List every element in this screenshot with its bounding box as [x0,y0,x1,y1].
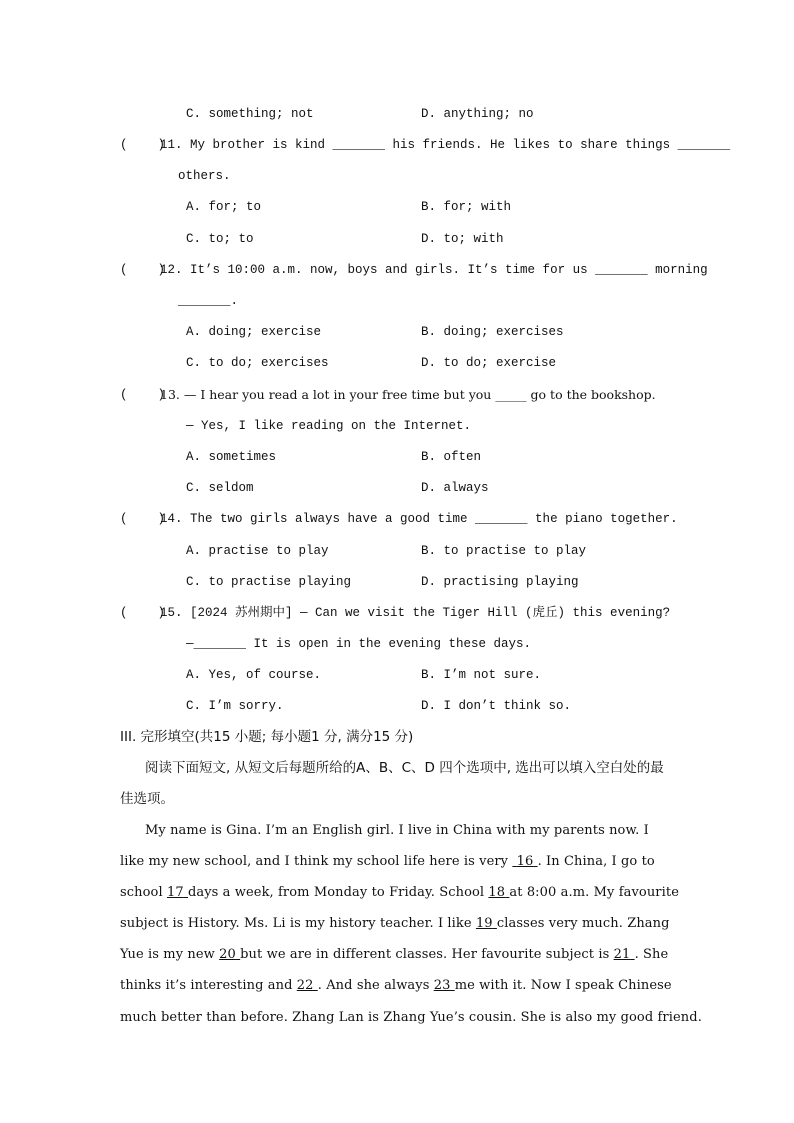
q13-option-a: A. sometimes [186,450,277,464]
passage-text: . And she always [317,978,434,993]
q15-answer-paren[interactable]: ( ) [120,606,166,620]
blank-number: 17 [166,885,184,900]
q10-option-c: C. something; not [186,107,314,121]
blank-23[interactable] [434,978,455,993]
q13-answer-paren[interactable]: ( ) [120,388,166,402]
q12-option-d: D. to do; exercise [421,356,557,370]
passage-text: like my new school, and I think my school life here is very [120,854,513,869]
q14-answer-paren[interactable]: ( ) [120,512,166,526]
q12-stem: 12. It’s 10:00 a.m. now, boys and girls. It’s time for us _______ morning [160,263,708,277]
q11-option-a: A. for; to [186,200,262,214]
section-instruction-continued: 佳选项。 [120,791,174,807]
q13-option-c: C. seldom [186,481,254,495]
blank-18[interactable] [488,885,509,900]
passage-text: Yue is my new [120,947,220,962]
q12-stem-continued: _______. [178,294,239,308]
q12-option-a: A. doing; exercise [186,325,322,339]
blank-number: 19 [475,916,493,931]
q15-option-a: A. Yes, of course. [186,668,322,682]
q11-option-c: C. to; to [186,232,254,246]
passage-text: . She [634,947,669,962]
q15-stem: 15. [2024 苏州期中] — Can we visit the Tiger Hill (虎丘) this evening? [160,606,671,620]
blank-number: 23 [433,978,451,993]
passage-text: subject is History. Ms. Li is my history teacher. I like [120,916,476,931]
passage-line-7: much better than before. Zhang Lan is Zhang Yue’s cousin. She is also my good friend. [120,1010,702,1025]
passage-text: thinks it’s interesting and [120,978,297,993]
blank-16[interactable] [512,854,537,869]
blank-number: 20 [219,947,236,962]
passage-text: . In China, I go to [537,854,655,869]
q11-answer-paren[interactable]: ( ) [120,138,166,152]
q13-option-b: B. often [421,450,482,464]
q15-option-c: C. I’m sorry. [186,699,284,713]
q14-stem: 14. The two girls always have a good time _______ the piano together. [160,512,678,526]
q14-option-d: D. practising playing [421,575,579,589]
passage-line-6 [120,978,672,994]
q11-option-d: D. to; with [421,232,504,246]
passage-line-2 [120,854,655,870]
section-instruction: 阅读下面短文, 从短文后每题所给的A、B、C、D 四个选项中, 选出可以填入空白处的最 [145,760,664,776]
q14-option-a: A. practise to play [186,544,329,558]
q15-option-d: D. I don’t think so. [421,699,572,713]
q11-stem-continued: others. [178,169,231,183]
blank-number: 16 [516,854,534,869]
passage-text: but we are in different classes. Her favourite subject is [240,947,614,962]
q12-option-c: C. to do; exercises [186,356,329,370]
q14-option-c: C. to practise playing [186,575,352,589]
q13-stem: 13. — I hear you read a lot in your free time but you _____ go to the bookshop. [160,387,656,402]
q15-stem-continued: —_______ It is open in the evening these days. [186,637,532,651]
passage-line-5 [120,947,668,963]
blank-22[interactable] [297,978,318,993]
q12-answer-paren[interactable]: ( ) [120,263,166,277]
passage-line-3 [120,885,679,901]
passage-text: school [120,885,167,900]
passage-text: at 8:00 a.m. My favourite [509,885,679,900]
q11-option-b: B. for; with [421,200,512,214]
q15-option-b: B. I’m not sure. [421,668,542,682]
passage-text: days a week, from Monday to Friday. School [187,885,489,900]
q14-option-b: B. to practise to play [421,544,587,558]
section-title: III. 完形填空(共15 小题; 每小题1 分, 满分15 分) [120,729,414,745]
blank-19[interactable] [476,916,497,931]
blank-17[interactable] [167,885,188,900]
blank-number: 18 [488,885,506,900]
passage-text: me with it. Now I speak Chinese [454,978,672,993]
q13-stem-continued: — Yes, I like reading on the Internet. [186,419,472,433]
q11-stem: 11. My brother is kind _______ his friends. He likes to share things _______ [160,138,731,152]
blank-number: 22 [296,978,314,993]
passage-line-4 [120,916,670,932]
passage-text: classes very much. Zhang [496,916,670,931]
blank-number: 21 [613,947,631,962]
q10-option-d: D. anything; no [421,107,534,121]
blank-20[interactable] [219,947,240,962]
q13-option-d: D. always [421,481,489,495]
passage-line-1: My name is Gina. I’m an English girl. I live in China with my parents now. I [145,823,649,838]
q12-option-b: B. doing; exercises [421,325,564,339]
blank-21[interactable] [614,947,635,962]
